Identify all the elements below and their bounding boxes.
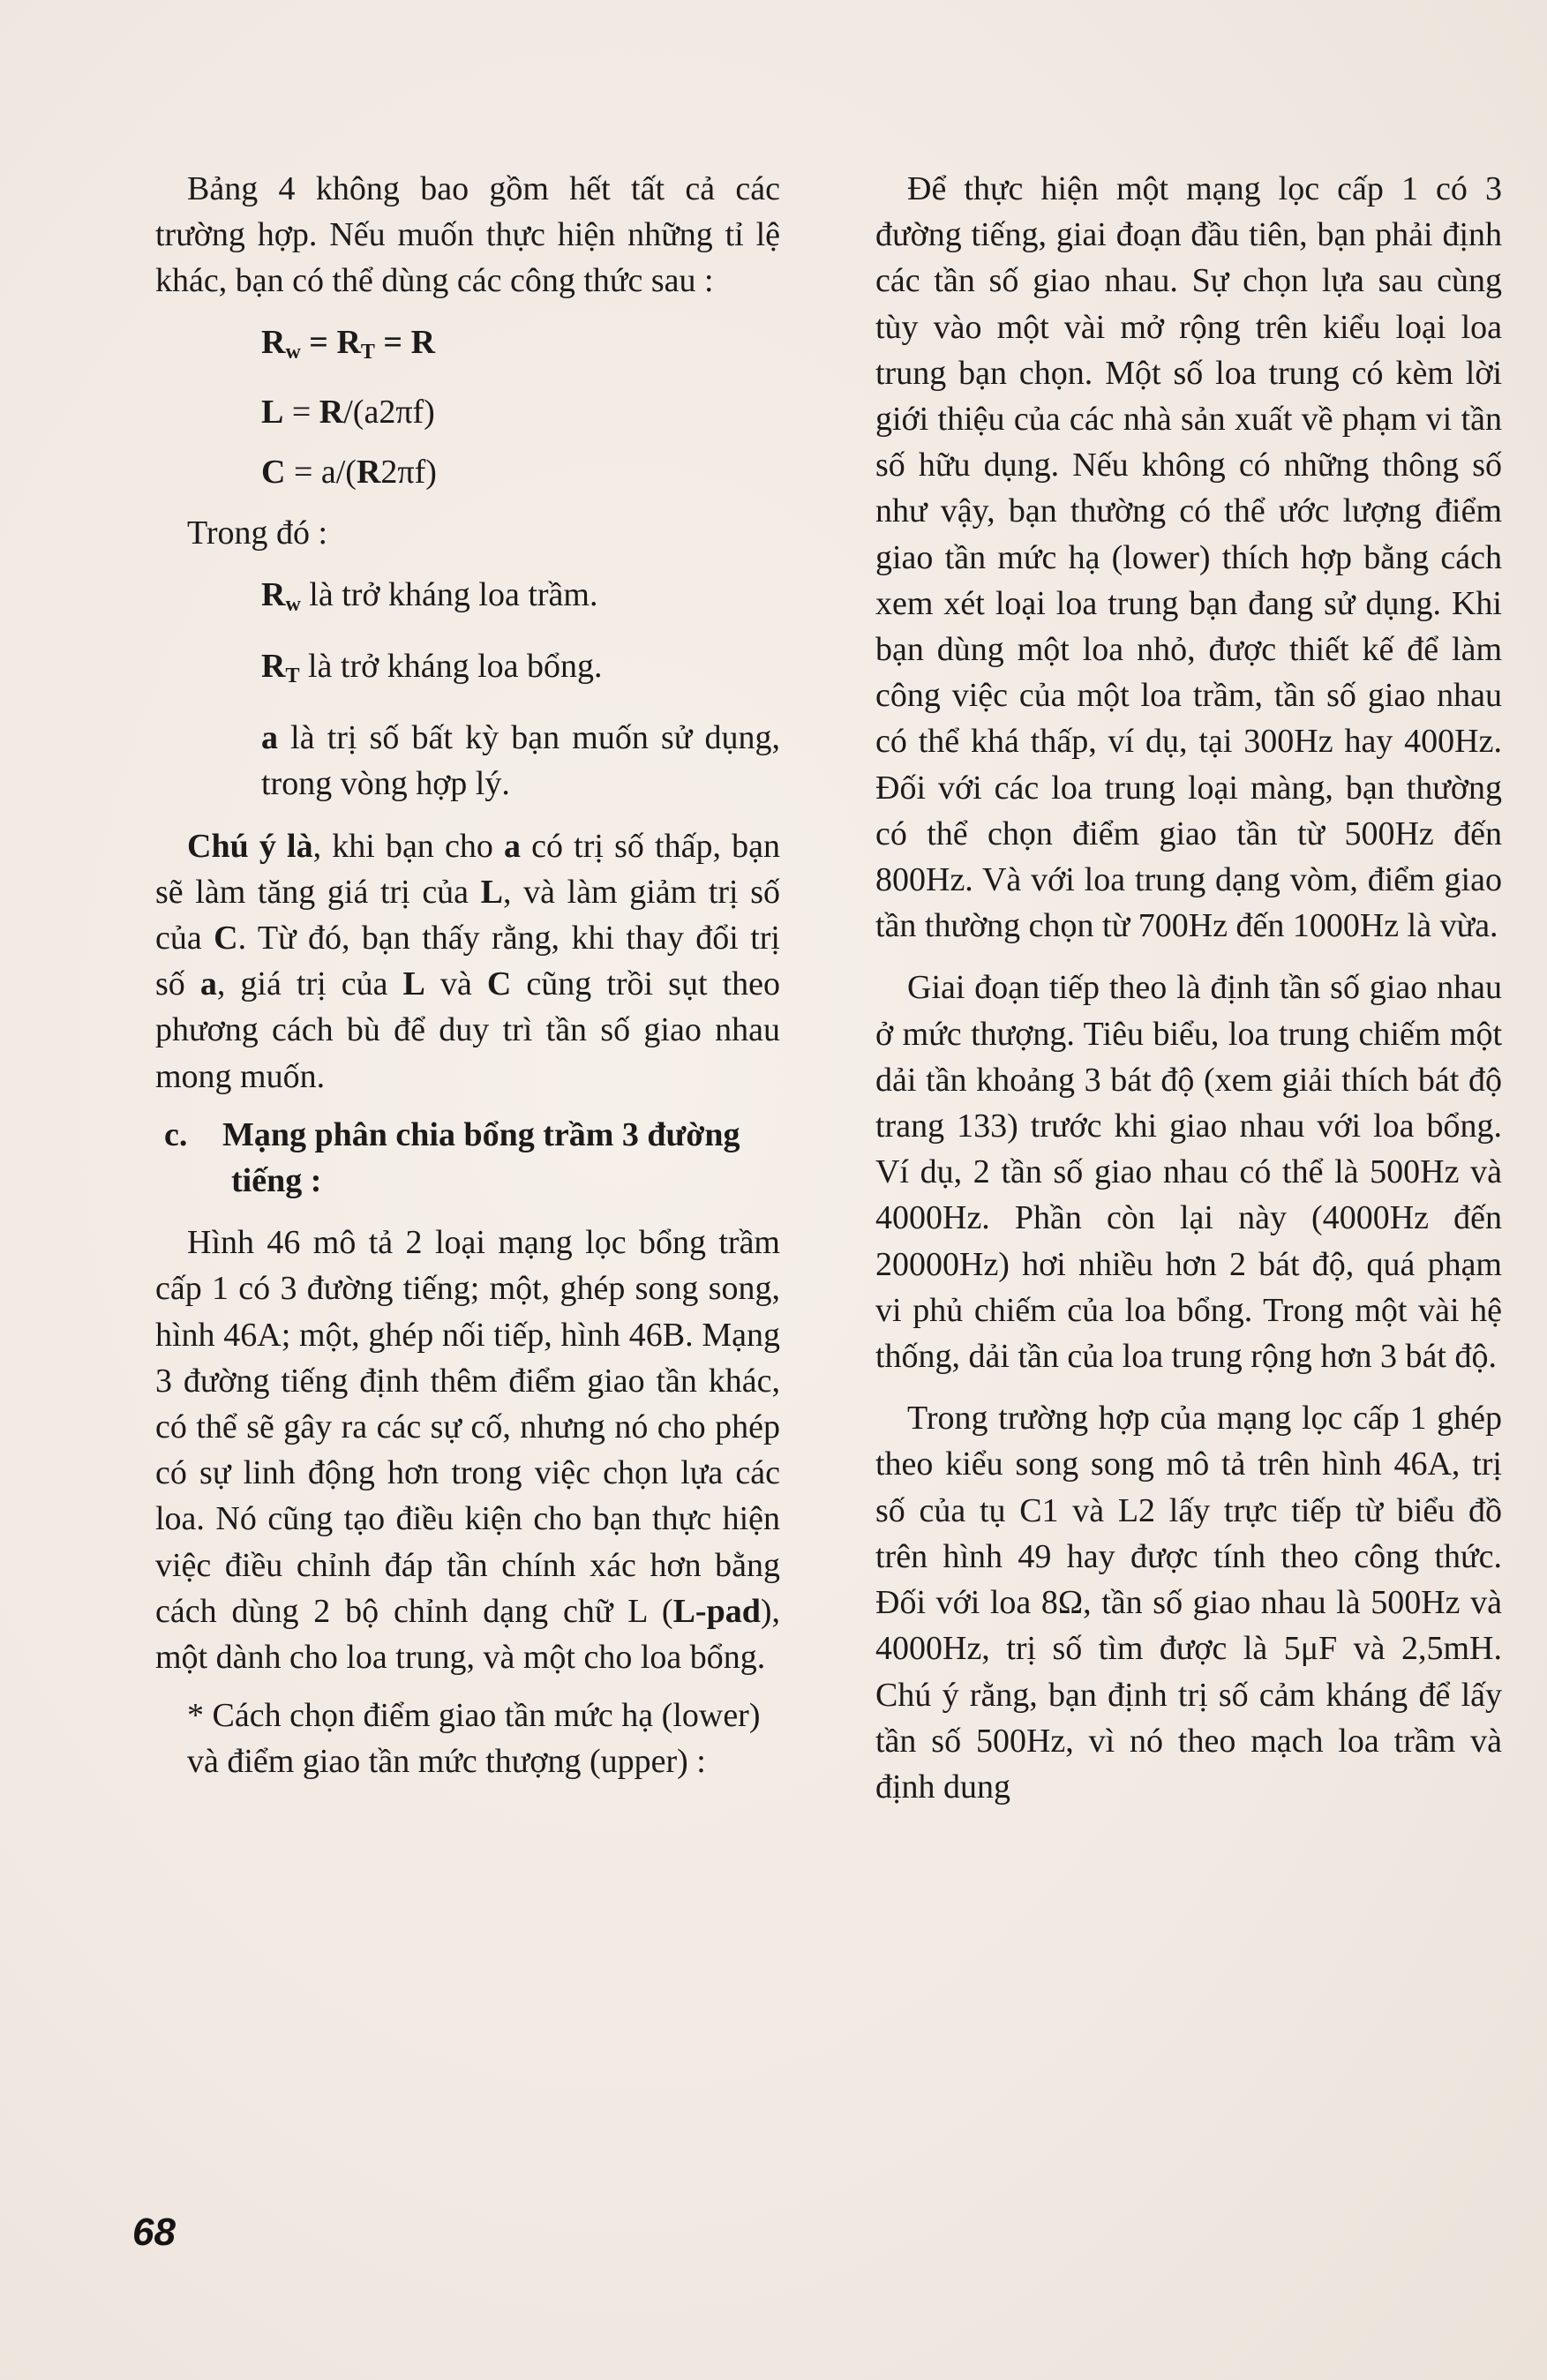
- formula-resistance: $R_w = R_T = R$: [261, 323, 436, 364]
- page-number: 68: [132, 2211, 176, 2254]
- section-heading: c. Mạng phân chia bổng trầm 3 đường tiếng :: [164, 1115, 740, 1200]
- right-paragraph-3: Trong trường hợp của mạng lọc cấp 1 ghép theo kiểu song song mô tả trên hình 46A, trị số của tụ C1 và L2 lấy trực tiếp từ biểu đồ trên hình 49 hay được tính theo công thức. Đối với loa 8Ω, tần số giao nhau là 500Hz và 4000Hz, trị số tìm được là 5μF và 2,5mH. Chú ý rằng, bạn định trị số cảm kháng để lấy tần số 500Hz, vì nó theo mạch loa trầm và định dung: [875, 1400, 1502, 1806]
- footnote: * Cách chọn điểm giao tần mức hạ (lower) và điểm giao tần mức thượng (upper) :: [187, 1697, 761, 1781]
- right-paragraph-2: Giai đoạn tiếp theo là định tần số giao nhau ở mức thượng. Tiêu biểu, loa trung chiếm một dải tần khoảng 3 bát độ (xem giải thích bát độ trang 133) trước khi giao nhau với loa bổng. Ví dụ, 2 tần số giao nhau có thể là 500Hz và 4000Hz. Phần còn lại này (4000Hz đến 20000Hz) hơi nhiều hơn 2 bát độ, quá phạm vi phủ chiếm của loa bổng. Trong một vài hệ thống, dải tần của loa trung rộng hơn 3 bát độ.: [875, 969, 1502, 1376]
- formula-inductance: L = R/(a2πf): [261, 393, 435, 431]
- definition-rw: $R_w$ là trở kháng loa trầm.: [261, 575, 598, 616]
- formula-capacitance: C = a/(R2πf): [261, 453, 437, 491]
- three-way-paragraph: Hình 46 mô tả 2 loại mạng lọc bổng trầm cấp 1 có 3 đường tiếng; một, ghép song song, hình 46A; một, ghép nối tiếp, hình 46B. Mạng 3 đường tiếng định thêm điểm giao tần khác, có thể sẽ gây ra các sự cố, nhưng nó cho phép có sự linh động hơn trong việc chọn lựa các loa. Nó cũng tạo điều kiện cho bạn thực hiện việc điều chỉnh đáp tần chính xác hơn bằng cách dùng 2 bộ chỉnh dạng chữ L (L-pad), một dành cho loa trung, và một cho loa bổng.: [155, 1224, 780, 1677]
- definition-rt: $R_T$ là trở kháng loa bổng.: [261, 648, 603, 688]
- intro-paragraph: Bảng 4 không bao gồm hết tất cả các trường hợp. Nếu muốn thực hiện những tỉ lệ khác, bạn có thể dùng các công thức sau :: [155, 170, 780, 300]
- right-paragraph-1: Để thực hiện một mạng lọc cấp 1 có 3 đường tiếng, giai đoạn đầu tiên, bạn phải định các tần số giao nhau. Sự chọn lựa sau cùng tùy vào một vài mở rộng trên kiểu loại loa trung bạn chọn. Một số loa trung có kèm lời giới thiệu của các nhà sản xuất về phạm vi tần số hữu dụng. Nếu không có những thông số như vậy, bạn thường có thể ước lượng điểm giao tần mức hạ (lower) thích hợp bằng cách xem xét loại loa trung bạn đang sử dụng. Khi bạn dùng một loa nhỏ, được thiết kế để làm công việc của một loa trầm, tần số giao nhau có thể khá thấp, ví dụ, tại 300Hz hay 400Hz. Đối với các loa trung loại màng, bạn thường có thể chọn điểm giao tần từ 500Hz đến 800Hz. Và với loa trung dạng vòm, điểm giao tần thường chọn từ 700Hz đến 1000Hz là vừa.: [875, 170, 1502, 945]
- where-label: Trong đó :: [187, 514, 328, 552]
- definition-a: a là trị số bất kỳ bạn muốn sử dụng, trong vòng hợp lý.: [261, 719, 780, 803]
- left-column: [155, 166, 780, 1785]
- note-paragraph: Chú ý là, khi bạn cho a có trị số thấp, bạn sẽ làm tăng giá trị của L, và làm giảm trị số của C. Từ đó, bạn thấy rằng, khi thay đổi trị số a, giá trị của L và C cũng trồi sụt theo phương cách bù để duy trì tần số giao nhau mong muốn.: [155, 827, 780, 1095]
- right-column: [875, 166, 1502, 1810]
